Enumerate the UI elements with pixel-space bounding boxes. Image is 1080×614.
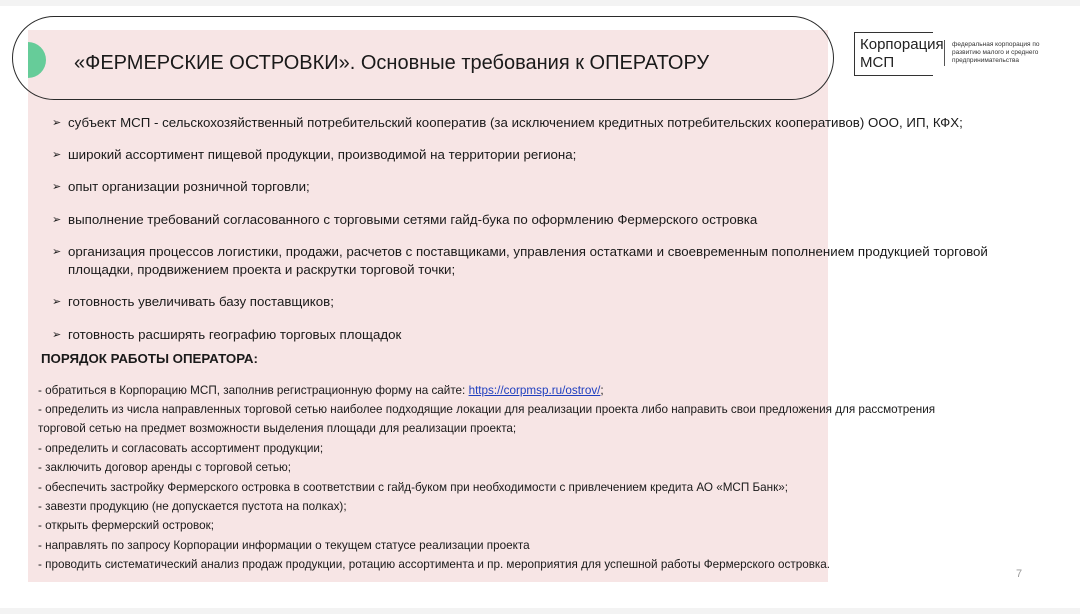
procedure-item: - проводить систематический анализ продаж продукции, ротацию ассортимента и пр. мероприятия для успешной работы Фермерского островка. <box>38 558 831 571</box>
registration-link[interactable]: https://corpmsp.ru/ostrov/ <box>468 384 601 397</box>
procedure-item: - обеспечить застройку Фермерского островка в соответствии с гайд-буком при необходимости с привлечением кредита АО «МСП Банк»; <box>38 481 788 494</box>
requirement-item <box>52 178 1028 196</box>
procedure-text: - обратиться в Корпорацию МСП, заполнив регистрационную форму на сайте: <box>38 384 469 397</box>
requirement-item <box>52 211 1028 229</box>
procedure-heading: ПОРЯДОК РАБОТЫ ОПЕРАТОРА: <box>41 351 258 366</box>
arrow-bullet-icon: ➢ <box>52 181 62 193</box>
requirement-text: готовность увеличивать базу поставщиков; <box>68 294 334 309</box>
requirement-item <box>52 243 1028 279</box>
requirement-item <box>52 326 1028 344</box>
logo-divider <box>944 40 945 66</box>
procedure-item-register <box>38 382 988 401</box>
procedure-item: - направлять по запросу Корпорации информации о текущем статусе реализации проекта <box>38 539 530 552</box>
arrow-bullet-icon: ➢ <box>52 246 62 258</box>
requirement-item <box>52 293 1028 311</box>
requirement-text: широкий ассортимент пищевой продукции, производимой на территории региона; <box>68 147 577 162</box>
requirement-text: организация процессов логистики, продажи, расчетов с поставщиками, управления остатками и своевременным пополнением продукцией торговой площадки, продвижением проекта и раскрутки торговой точки; <box>68 244 988 277</box>
requirement-text: выполнение требований согласованного с торговыми сетями гайд-бука по оформлению Фермерского островка <box>68 212 758 227</box>
logo-tagline: федеральная корпорация по развитию малого и среднего предпринимательства <box>952 41 1040 64</box>
requirement-text: опыт организации розничной торговли; <box>68 179 310 194</box>
slide-title: «ФЕРМЕРСКИЕ ОСТРОВКИ». Основные требования к ОПЕРАТОРУ <box>74 52 710 74</box>
procedure-item: - завезти продукцию (не допускается пустота на полках); <box>38 500 347 513</box>
procedure-text-suffix: ; <box>600 384 604 397</box>
arrow-bullet-icon: ➢ <box>52 117 62 129</box>
procedure-item: - заключить договор аренды с торговой сетью; <box>38 461 292 474</box>
arrow-bullet-icon: ➢ <box>52 329 62 341</box>
top-strip <box>0 0 1080 6</box>
procedure-item: - определить из числа направленных торговой сетью наиболее подходящие локации для реализации проекта либо направить свои предложения для рассмотрения <box>38 403 936 416</box>
arrow-bullet-icon: ➢ <box>52 149 62 161</box>
logo-text-line1: Корпорация <box>860 36 944 53</box>
requirement-item <box>52 146 1028 164</box>
logo-text-line2: МСП <box>860 54 895 71</box>
bottom-strip <box>0 608 1080 614</box>
requirement-text: субъект МСП - сельскохозяйственный потребительский кооператив (за исключением кредитных потребительских кооперативов) ООО, ИП, КФХ; <box>68 115 963 130</box>
corporation-logo <box>850 30 1060 80</box>
procedure-item-continuation: торговой сетью на предмет возможности выделения площади для реализации проекта; <box>38 422 517 435</box>
arrow-bullet-icon: ➢ <box>52 296 62 308</box>
procedure-item: - определить и согласовать ассортимент продукции; <box>38 442 324 455</box>
page-number: 7 <box>1016 568 1023 580</box>
requirement-text: готовность расширять географию торговых площадок <box>68 327 402 342</box>
requirement-item <box>52 114 1028 132</box>
arrow-bullet-icon: ➢ <box>52 214 62 226</box>
procedure-item: - открыть фермерский островок; <box>38 519 214 532</box>
